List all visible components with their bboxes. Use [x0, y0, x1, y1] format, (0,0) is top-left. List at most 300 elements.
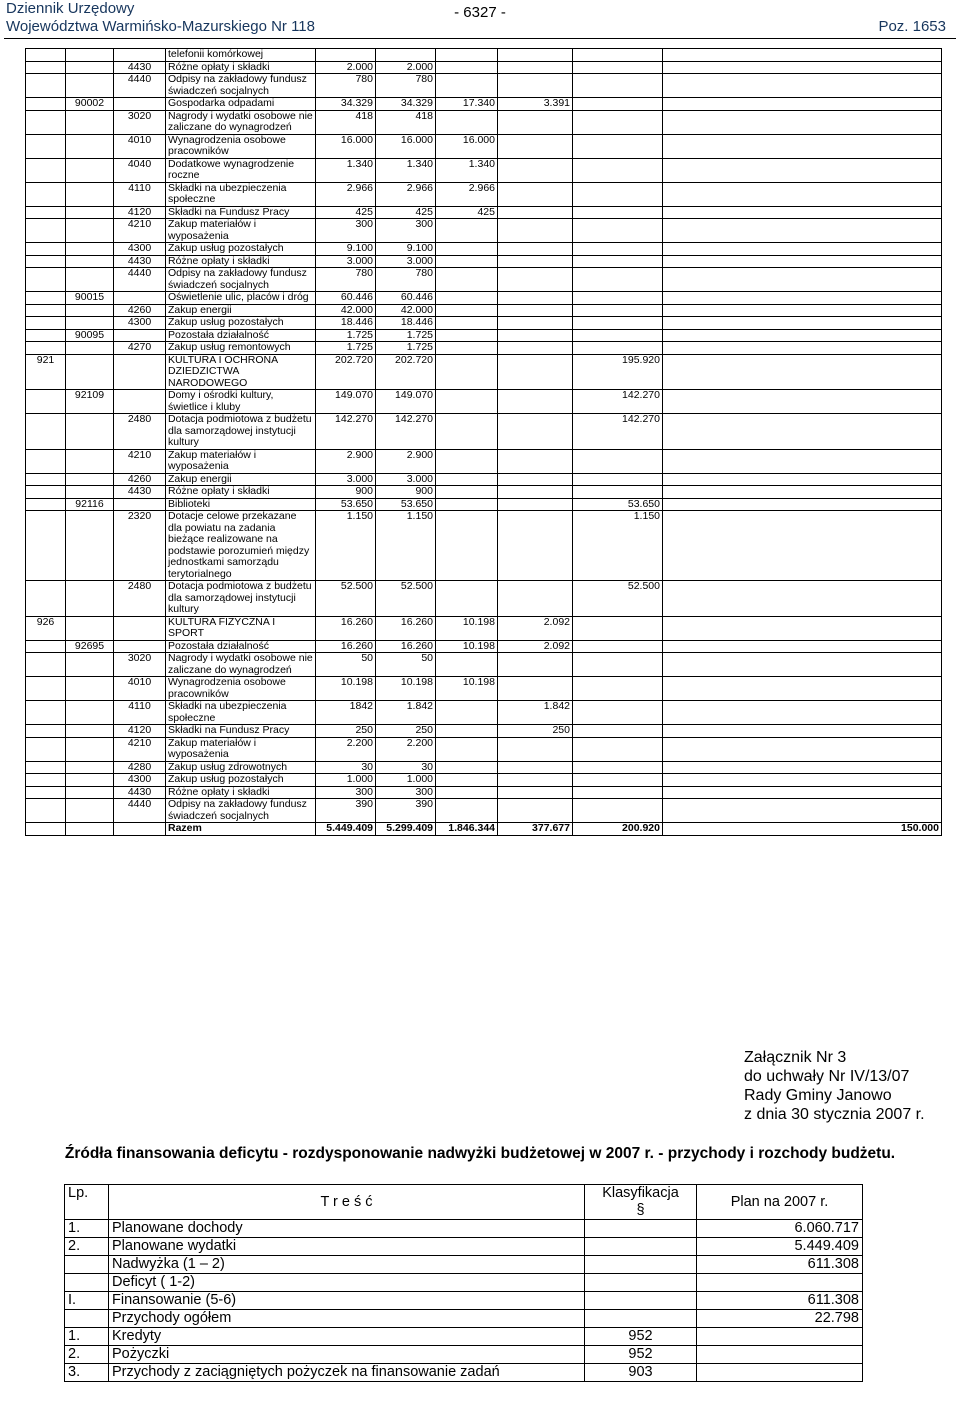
financing-cell-lp: 2.	[65, 1238, 109, 1256]
budget-cell-paragraf	[114, 390, 166, 414]
budget-cell-rozdzial: 92116	[66, 498, 114, 511]
budget-cell-rozdzial	[66, 473, 114, 486]
budget-cell-wydatki-biezace: 1.000	[376, 774, 436, 787]
financing-row	[65, 1364, 863, 1382]
budget-cell-rozdzial	[66, 799, 114, 823]
budget-cell-rozdzial	[66, 182, 114, 206]
budget-row	[26, 268, 942, 292]
budget-cell-paragraf	[114, 616, 166, 640]
budget-cell-plan: 52.500	[316, 581, 376, 617]
budget-row	[26, 206, 942, 219]
budget-cell-rozdzial	[66, 823, 114, 836]
budget-cell-wydatki-biezace: 202.720	[376, 354, 436, 390]
budget-cell-plan: 2.966	[316, 182, 376, 206]
financing-cell-tresc: Nadwyżka (1 – 2)	[109, 1256, 585, 1274]
budget-row	[26, 219, 942, 243]
budget-cell-pochodne: 1.842	[498, 701, 573, 725]
financing-cell-klasyfikacja	[585, 1310, 697, 1328]
budget-cell-nazwa: Oświetlenie ulic, placów i dróg	[166, 292, 316, 305]
financing-cell-lp: 1.	[65, 1328, 109, 1346]
budget-cell-wydatki-biezace: 1.725	[376, 342, 436, 355]
budget-cell-dotacje	[573, 616, 663, 640]
budget-cell-dzial	[26, 206, 66, 219]
budget-cell-inwestycje	[663, 761, 942, 774]
financing-row	[65, 1292, 863, 1310]
budget-cell-dotacje	[573, 158, 663, 182]
budget-cell-inwestycje	[663, 49, 942, 62]
budget-cell-pochodne	[498, 182, 573, 206]
budget-cell-wydatki-biezace: 16.260	[376, 616, 436, 640]
budget-cell-wynagrodzenia: 2.966	[436, 182, 498, 206]
budget-cell-dzial	[26, 653, 66, 677]
budget-cell-rozdzial	[66, 701, 114, 725]
budget-cell-paragraf: 4110	[114, 182, 166, 206]
budget-cell-paragraf: 4430	[114, 786, 166, 799]
budget-cell-pochodne	[498, 255, 573, 268]
budget-cell-rozdzial	[66, 304, 114, 317]
col-klasyfikacja-label: Klasyfikacja	[602, 1185, 679, 1201]
budget-cell-dotacje	[573, 342, 663, 355]
budget-row	[26, 640, 942, 653]
budget-cell-dotacje	[573, 701, 663, 725]
budget-row	[26, 292, 942, 305]
budget-cell-nazwa: Składki na Fundusz Pracy	[166, 725, 316, 738]
budget-cell-nazwa: Zakup usług zdrowotnych	[166, 761, 316, 774]
budget-cell-inwestycje	[663, 98, 942, 111]
budget-cell-wydatki-biezace: 30	[376, 761, 436, 774]
budget-cell-wynagrodzenia	[436, 653, 498, 677]
budget-cell-rozdzial	[66, 774, 114, 787]
budget-cell-pochodne	[498, 354, 573, 390]
budget-cell-paragraf	[114, 640, 166, 653]
budget-row	[26, 158, 942, 182]
budget-cell-dzial	[26, 317, 66, 330]
budget-cell-rozdzial	[66, 725, 114, 738]
financing-cell-lp: 1.	[65, 1220, 109, 1238]
budget-cell-rozdzial	[66, 761, 114, 774]
budget-cell-paragraf: 4010	[114, 134, 166, 158]
budget-cell-nazwa: Zakup materiałów i wyposażenia	[166, 737, 316, 761]
budget-cell-rozdzial	[66, 243, 114, 256]
budget-cell-wydatki-biezace: 2.900	[376, 449, 436, 473]
budget-cell-rozdzial: 92695	[66, 640, 114, 653]
budget-cell-inwestycje: 150.000	[663, 823, 942, 836]
budget-cell-wydatki-biezace: 5.299.409	[376, 823, 436, 836]
budget-cell-dzial	[26, 761, 66, 774]
budget-cell-paragraf	[114, 329, 166, 342]
budget-cell-pochodne	[498, 737, 573, 761]
budget-cell-wydatki-biezace: 1.725	[376, 329, 436, 342]
budget-cell-nazwa: Odpisy na zakładowy fundusz świadczeń socjalnych	[166, 799, 316, 823]
budget-cell-nazwa: Składki na ubezpieczenia społeczne	[166, 701, 316, 725]
annex-council: Rady Gminy Janowo	[744, 1087, 892, 1104]
budget-cell-nazwa: Składki na Fundusz Pracy	[166, 206, 316, 219]
budget-cell-wynagrodzenia: 16.000	[436, 134, 498, 158]
budget-cell-nazwa: Zakup materiałów i wyposażenia	[166, 449, 316, 473]
budget-cell-wynagrodzenia	[436, 49, 498, 62]
budget-row	[26, 49, 942, 62]
budget-cell-inwestycje	[663, 206, 942, 219]
budget-cell-paragraf	[114, 49, 166, 62]
budget-cell-rozdzial	[66, 511, 114, 581]
budget-cell-dzial	[26, 158, 66, 182]
budget-row	[26, 74, 942, 98]
budget-cell-pochodne	[498, 292, 573, 305]
budget-cell-paragraf: 4440	[114, 268, 166, 292]
budget-cell-plan: 149.070	[316, 390, 376, 414]
budget-cell-wydatki-biezace: 16.000	[376, 134, 436, 158]
budget-cell-pochodne	[498, 473, 573, 486]
budget-cell-wynagrodzenia	[436, 61, 498, 74]
budget-row	[26, 616, 942, 640]
financing-cell-klasyfikacja: 952	[585, 1346, 697, 1364]
budget-cell-plan: 202.720	[316, 354, 376, 390]
budget-cell-paragraf: 4010	[114, 677, 166, 701]
budget-row	[26, 182, 942, 206]
budget-cell-plan: 300	[316, 219, 376, 243]
budget-cell-dotacje	[573, 74, 663, 98]
budget-cell-rozdzial: 90095	[66, 329, 114, 342]
budget-cell-wydatki-biezace: 300	[376, 786, 436, 799]
budget-cell-dzial	[26, 823, 66, 836]
budget-cell-paragraf: 4040	[114, 158, 166, 182]
budget-cell-rozdzial	[66, 414, 114, 450]
budget-cell-dotacje	[573, 49, 663, 62]
budget-cell-pochodne	[498, 486, 573, 499]
budget-cell-dzial	[26, 486, 66, 499]
budget-cell-wydatki-biezace: 425	[376, 206, 436, 219]
budget-cell-nazwa: Różne opłaty i składki	[166, 486, 316, 499]
budget-cell-pochodne	[498, 304, 573, 317]
financing-cell-lp: 3.	[65, 1364, 109, 1382]
budget-cell-dzial	[26, 498, 66, 511]
budget-cell-rozdzial	[66, 134, 114, 158]
budget-row	[26, 725, 942, 738]
budget-cell-wynagrodzenia: 1.340	[436, 158, 498, 182]
budget-cell-dotacje	[573, 268, 663, 292]
financing-header-row	[65, 1185, 863, 1220]
budget-cell-nazwa: Zakup usług pozostałych	[166, 317, 316, 330]
budget-cell-wynagrodzenia	[436, 581, 498, 617]
budget-cell-wynagrodzenia	[436, 498, 498, 511]
budget-cell-plan: 16.000	[316, 134, 376, 158]
budget-cell-pochodne	[498, 581, 573, 617]
budget-cell-dzial	[26, 774, 66, 787]
budget-cell-plan: 1.150	[316, 511, 376, 581]
financing-cell-tresc: Planowane wydatki	[109, 1238, 585, 1256]
budget-cell-paragraf: 4300	[114, 317, 166, 330]
budget-cell-paragraf: 4430	[114, 255, 166, 268]
budget-cell-nazwa: Zakup usług pozostałych	[166, 774, 316, 787]
financing-cell-lp	[65, 1256, 109, 1274]
budget-cell-pochodne: 3.391	[498, 98, 573, 111]
budget-cell-dotacje	[573, 304, 663, 317]
budget-cell-wydatki-biezace: 418	[376, 110, 436, 134]
budget-cell-wynagrodzenia	[436, 255, 498, 268]
budget-cell-wydatki-biezace: 780	[376, 74, 436, 98]
financing-row	[65, 1310, 863, 1328]
budget-cell-plan: 418	[316, 110, 376, 134]
budget-cell-inwestycje	[663, 268, 942, 292]
budget-cell-inwestycje	[663, 498, 942, 511]
budget-cell-plan: 1.340	[316, 158, 376, 182]
budget-cell-paragraf: 4110	[114, 701, 166, 725]
budget-cell-dzial	[26, 737, 66, 761]
budget-cell-pochodne	[498, 342, 573, 355]
budget-cell-plan: 780	[316, 268, 376, 292]
budget-cell-plan: 300	[316, 786, 376, 799]
budget-cell-nazwa: Biblioteki	[166, 498, 316, 511]
budget-cell-paragraf: 4260	[114, 304, 166, 317]
budget-cell-dotacje	[573, 292, 663, 305]
budget-cell-pochodne	[498, 677, 573, 701]
budget-cell-wydatki-biezace: 300	[376, 219, 436, 243]
budget-cell-wynagrodzenia	[436, 486, 498, 499]
position-number: Poz. 1653	[878, 18, 946, 35]
budget-cell-wynagrodzenia	[436, 414, 498, 450]
budget-cell-wynagrodzenia	[436, 329, 498, 342]
budget-cell-paragraf: 4280	[114, 761, 166, 774]
budget-cell-nazwa: Gospodarka odpadami	[166, 98, 316, 111]
budget-cell-plan: 18.446	[316, 317, 376, 330]
budget-cell-dotacje	[573, 317, 663, 330]
budget-cell-plan: 60.446	[316, 292, 376, 305]
budget-cell-dotacje	[573, 737, 663, 761]
budget-cell-plan: 1.725	[316, 342, 376, 355]
budget-cell-wydatki-biezace: 42.000	[376, 304, 436, 317]
budget-cell-inwestycje	[663, 640, 942, 653]
budget-cell-pochodne	[498, 219, 573, 243]
financing-table	[64, 1184, 863, 1382]
budget-cell-pochodne	[498, 774, 573, 787]
budget-cell-wydatki-biezace: 2.200	[376, 737, 436, 761]
budget-cell-nazwa: telefonii komórkowej	[166, 49, 316, 62]
budget-cell-inwestycje	[663, 292, 942, 305]
budget-cell-wydatki-biezace: 142.270	[376, 414, 436, 450]
budget-cell-rozdzial: 90002	[66, 98, 114, 111]
financing-row	[65, 1346, 863, 1364]
budget-cell-dzial	[26, 74, 66, 98]
financing-cell-plan: 6.060.717	[697, 1220, 863, 1238]
financing-cell-klasyfikacja: 903	[585, 1364, 697, 1382]
budget-cell-plan: 30	[316, 761, 376, 774]
budget-cell-dotacje	[573, 110, 663, 134]
budget-row	[26, 653, 942, 677]
budget-cell-wynagrodzenia	[436, 317, 498, 330]
budget-cell-plan: 16.260	[316, 640, 376, 653]
budget-table	[25, 48, 942, 836]
budget-cell-wydatki-biezace: 900	[376, 486, 436, 499]
budget-row	[26, 677, 942, 701]
budget-cell-dotacje	[573, 799, 663, 823]
budget-cell-plan: 900	[316, 486, 376, 499]
budget-row	[26, 61, 942, 74]
financing-cell-plan	[697, 1274, 863, 1292]
budget-cell-pochodne: 2.092	[498, 640, 573, 653]
budget-cell-inwestycje	[663, 243, 942, 256]
budget-cell-rozdzial	[66, 158, 114, 182]
col-klasyfikacja	[585, 1185, 697, 1220]
annex-heading	[744, 1048, 925, 1124]
budget-cell-rozdzial	[66, 786, 114, 799]
budget-cell-pochodne	[498, 158, 573, 182]
budget-cell-inwestycje	[663, 737, 942, 761]
budget-cell-rozdzial	[66, 653, 114, 677]
budget-cell-wydatki-biezace: 390	[376, 799, 436, 823]
budget-row	[26, 449, 942, 473]
budget-cell-rozdzial	[66, 486, 114, 499]
budget-cell-nazwa: Dotacja podmiotowa z budżetu dla samorządowej instytucji kultury	[166, 581, 316, 617]
budget-cell-paragraf	[114, 498, 166, 511]
budget-cell-dzial	[26, 219, 66, 243]
budget-cell-paragraf	[114, 98, 166, 111]
budget-cell-inwestycje	[663, 182, 942, 206]
financing-title: Źródła finansowania deficytu - rozdysponowanie nadwyżki budżetowej w 2007 r. - przychody i rozchody budżetu.	[64, 1145, 896, 1162]
budget-cell-dotacje: 195.920	[573, 354, 663, 390]
budget-cell-wynagrodzenia	[436, 243, 498, 256]
budget-cell-wydatki-biezace: 10.198	[376, 677, 436, 701]
budget-cell-dotacje	[573, 486, 663, 499]
financing-row	[65, 1274, 863, 1292]
budget-cell-pochodne	[498, 414, 573, 450]
financing-cell-klasyfikacja	[585, 1256, 697, 1274]
budget-cell-dotacje: 52.500	[573, 581, 663, 617]
budget-cell-plan: 425	[316, 206, 376, 219]
budget-cell-pochodne	[498, 243, 573, 256]
financing-cell-plan: 611.308	[697, 1256, 863, 1274]
budget-cell-dzial	[26, 292, 66, 305]
budget-cell-wydatki-biezace: 2.966	[376, 182, 436, 206]
budget-cell-paragraf: 4210	[114, 219, 166, 243]
budget-cell-dzial	[26, 243, 66, 256]
budget-cell-dzial: 921	[26, 354, 66, 390]
budget-cell-wydatki-biezace: 3.000	[376, 473, 436, 486]
budget-cell-paragraf: 3020	[114, 653, 166, 677]
budget-cell-plan: 42.000	[316, 304, 376, 317]
budget-cell-paragraf: 4430	[114, 486, 166, 499]
budget-cell-dzial	[26, 581, 66, 617]
budget-cell-paragraf: 4210	[114, 737, 166, 761]
financing-cell-klasyfikacja	[585, 1220, 697, 1238]
budget-cell-dotacje: 200.920	[573, 823, 663, 836]
budget-cell-nazwa: Dotacja podmiotowa z budżetu dla samorządowej instytucji kultury	[166, 414, 316, 450]
budget-row	[26, 329, 942, 342]
budget-cell-wynagrodzenia	[436, 74, 498, 98]
budget-cell-dotacje: 142.270	[573, 390, 663, 414]
budget-cell-wydatki-biezace: 1.842	[376, 701, 436, 725]
financing-cell-plan	[697, 1364, 863, 1382]
budget-cell-wydatki-biezace: 250	[376, 725, 436, 738]
budget-cell-dotacje: 1.150	[573, 511, 663, 581]
budget-cell-rozdzial	[66, 581, 114, 617]
financing-cell-tresc: Finansowanie (5-6)	[109, 1292, 585, 1310]
annex-number: Załącznik Nr 3	[744, 1049, 847, 1066]
budget-cell-dotacje	[573, 774, 663, 787]
budget-cell-inwestycje	[663, 449, 942, 473]
budget-cell-dotacje	[573, 206, 663, 219]
budget-row	[26, 473, 942, 486]
budget-cell-paragraf: 4210	[114, 449, 166, 473]
budget-cell-dzial	[26, 511, 66, 581]
budget-cell-pochodne	[498, 511, 573, 581]
budget-cell-rozdzial	[66, 268, 114, 292]
budget-row	[26, 134, 942, 158]
financing-row	[65, 1220, 863, 1238]
budget-cell-wydatki-biezace: 52.500	[376, 581, 436, 617]
budget-cell-dzial	[26, 49, 66, 62]
budget-row	[26, 110, 942, 134]
budget-cell-wydatki-biezace: 1.150	[376, 511, 436, 581]
budget-cell-dzial	[26, 473, 66, 486]
budget-cell-pochodne	[498, 74, 573, 98]
budget-cell-wydatki-biezace: 53.650	[376, 498, 436, 511]
budget-cell-plan: 50	[316, 653, 376, 677]
budget-cell-nazwa: KULTURA FIZYCZNA I SPORT	[166, 616, 316, 640]
budget-cell-wynagrodzenia	[436, 737, 498, 761]
financing-cell-plan: 611.308	[697, 1292, 863, 1310]
budget-cell-wynagrodzenia	[436, 473, 498, 486]
budget-cell-inwestycje	[663, 799, 942, 823]
budget-cell-wynagrodzenia	[436, 725, 498, 738]
budget-cell-pochodne	[498, 110, 573, 134]
budget-cell-pochodne	[498, 61, 573, 74]
budget-cell-wydatki-biezace	[376, 49, 436, 62]
budget-cell-dotacje	[573, 786, 663, 799]
budget-cell-paragraf	[114, 354, 166, 390]
financing-cell-lp	[65, 1274, 109, 1292]
budget-cell-plan: 142.270	[316, 414, 376, 450]
budget-cell-rozdzial	[66, 206, 114, 219]
budget-cell-inwestycje	[663, 158, 942, 182]
budget-cell-pochodne	[498, 761, 573, 774]
budget-cell-wydatki-biezace: 9.100	[376, 243, 436, 256]
budget-cell-dzial	[26, 786, 66, 799]
budget-cell-wynagrodzenia: 10.198	[436, 677, 498, 701]
financing-cell-lp: 2.	[65, 1346, 109, 1364]
budget-cell-dotacje	[573, 329, 663, 342]
budget-cell-paragraf	[114, 823, 166, 836]
budget-cell-wynagrodzenia: 17.340	[436, 98, 498, 111]
budget-cell-pochodne	[498, 317, 573, 330]
financing-row	[65, 1256, 863, 1274]
budget-cell-nazwa: Składki na ubezpieczenia społeczne	[166, 182, 316, 206]
budget-cell-paragraf: 4440	[114, 799, 166, 823]
budget-cell-inwestycje	[663, 317, 942, 330]
budget-cell-rozdzial	[66, 342, 114, 355]
financing-cell-lp: I.	[65, 1292, 109, 1310]
budget-cell-plan: 16.260	[316, 616, 376, 640]
budget-cell-inwestycje	[663, 219, 942, 243]
budget-row	[26, 511, 942, 581]
budget-cell-pochodne	[498, 134, 573, 158]
budget-cell-rozdzial	[66, 74, 114, 98]
budget-cell-plan: 10.198	[316, 677, 376, 701]
budget-cell-inwestycje	[663, 701, 942, 725]
financing-row	[65, 1238, 863, 1256]
budget-cell-plan: 390	[316, 799, 376, 823]
budget-cell-plan: 780	[316, 74, 376, 98]
budget-cell-inwestycje	[663, 134, 942, 158]
budget-row	[26, 390, 942, 414]
budget-cell-dotacje: 53.650	[573, 498, 663, 511]
budget-cell-wynagrodzenia	[436, 390, 498, 414]
budget-cell-dzial	[26, 640, 66, 653]
budget-cell-dotacje	[573, 255, 663, 268]
budget-cell-wynagrodzenia	[436, 761, 498, 774]
budget-cell-paragraf: 4120	[114, 206, 166, 219]
header-divider	[4, 38, 956, 39]
budget-cell-inwestycje	[663, 473, 942, 486]
